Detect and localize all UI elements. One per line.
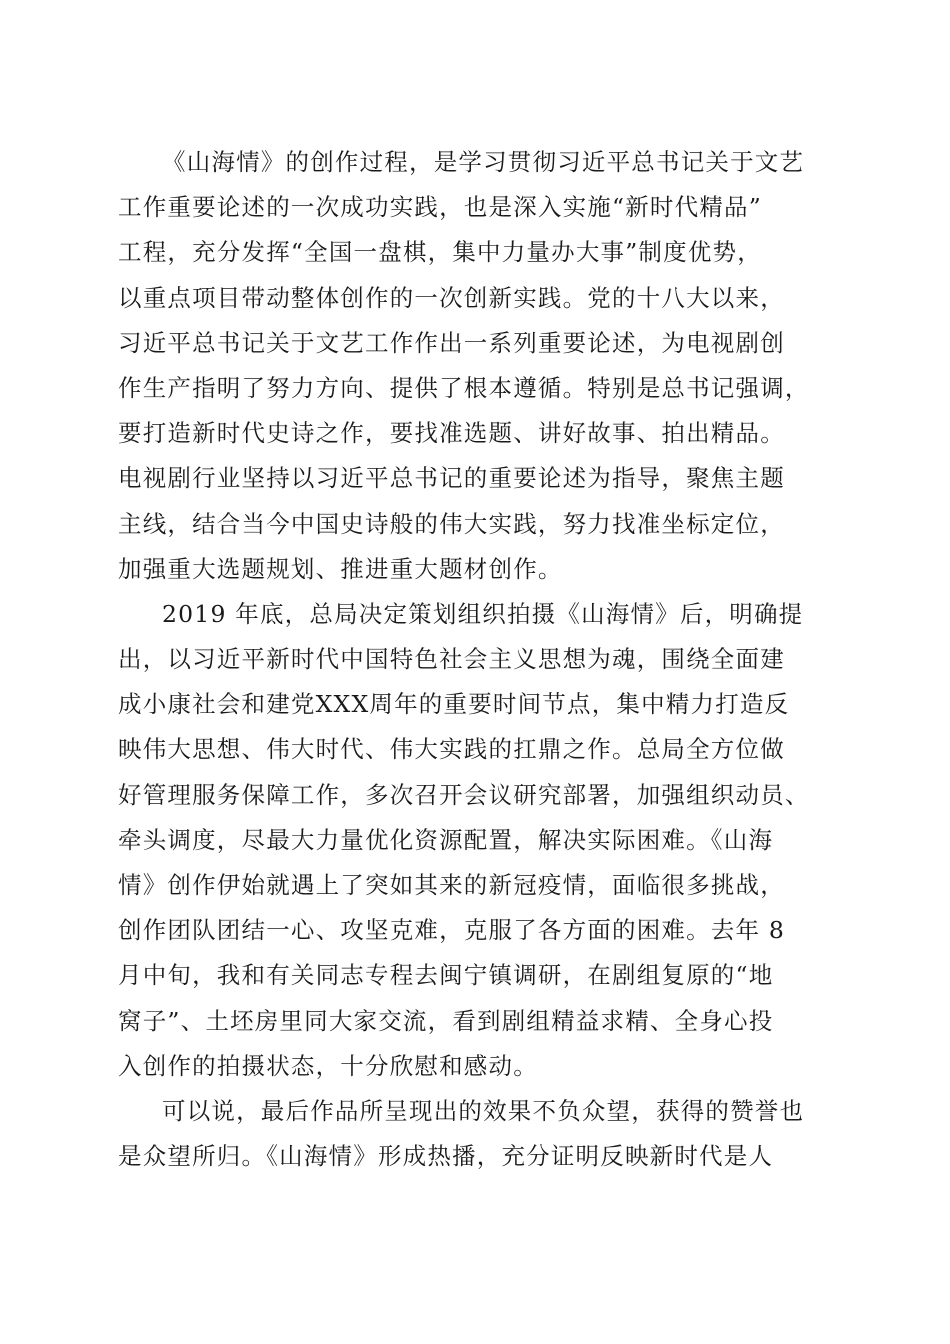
text-line: 电视剧行业坚持以习近平总书记的重要论述为指导，聚焦主题 <box>118 464 785 493</box>
text-line: 以重点项目带动整体创作的一次创新实践。党的十八大以来， <box>118 283 785 312</box>
text-line: 是众望所归。《山海情》形成热播，充分证明反映新时代是人 <box>118 1142 774 1171</box>
text-line: 《山海情》的创作过程，是学习贯彻习近平总书记关于文艺 <box>162 148 805 176</box>
text-line: 情》创作伊始就遇上了突如其来的新冠疫情，面临很多挑战， <box>118 871 785 899</box>
text-line: 作生产指明了努力方向、提供了根本遵循。特别是总书记强调， <box>118 373 810 402</box>
text-line: 牵头调度，尽最大力量优化资源配置，解决实际困难。《山海 <box>118 825 774 854</box>
text-line: 窝子”、土坯房里同大家交流，看到剧组精益求精、全身心投 <box>118 1006 774 1035</box>
text-line: 月中旬，我和有关同志专程去闽宁镇调研，在剧组复原的“地 <box>118 961 774 990</box>
text-line: 成小康社会和建党XXX周年的重要时间节点，集中精力打造反 <box>118 690 790 719</box>
text-line: 好管理服务保障工作，多次召开会议研究部署，加强组织动员、 <box>118 780 810 809</box>
paragraph-2 <box>118 592 838 1089</box>
paragraph-3 <box>118 1089 838 1179</box>
text-line: 入创作的拍摄状态，十分欣慰和感动。 <box>118 1051 538 1080</box>
text-line: 加强重大选题规划、推进重大题材创作。 <box>118 554 563 583</box>
text-line: 2019 年底，总局决定策划组织拍摄《山海情》后，明确提 <box>162 599 804 628</box>
document-body <box>118 140 838 1179</box>
text-line: 创作团队团结一心、攻坚克难，克服了各方面的困难。去年 8 <box>118 916 786 945</box>
paragraph-1 <box>118 140 838 592</box>
text-line: 习近平总书记关于文艺工作作出一系列重要论述，为电视剧创 <box>118 328 785 357</box>
text-line: 出，以习近平新时代中国特色社会主义思想为魂，围绕全面建 <box>118 645 785 674</box>
text-line: 要打造新时代史诗之作，要找准选题、讲好故事、拍出精品。 <box>118 419 785 448</box>
text-line: 主线，结合当今中国史诗般的伟大实践，努力找准坐标定位， <box>118 509 785 538</box>
text-line: 映伟大思想、伟大时代、伟大实践的扛鼎之作。总局全方位做 <box>118 735 785 764</box>
text-line: 可以说，最后作品所呈现出的效果不负众望，获得的赞誉也 <box>162 1096 805 1125</box>
text-line: 工程，充分发挥“全国一盘棋，集中力量办大事”制度优势， <box>118 238 762 267</box>
text-line: 工作重要论述的一次成功实践，也是深入实施“新时代精品” <box>118 193 762 222</box>
